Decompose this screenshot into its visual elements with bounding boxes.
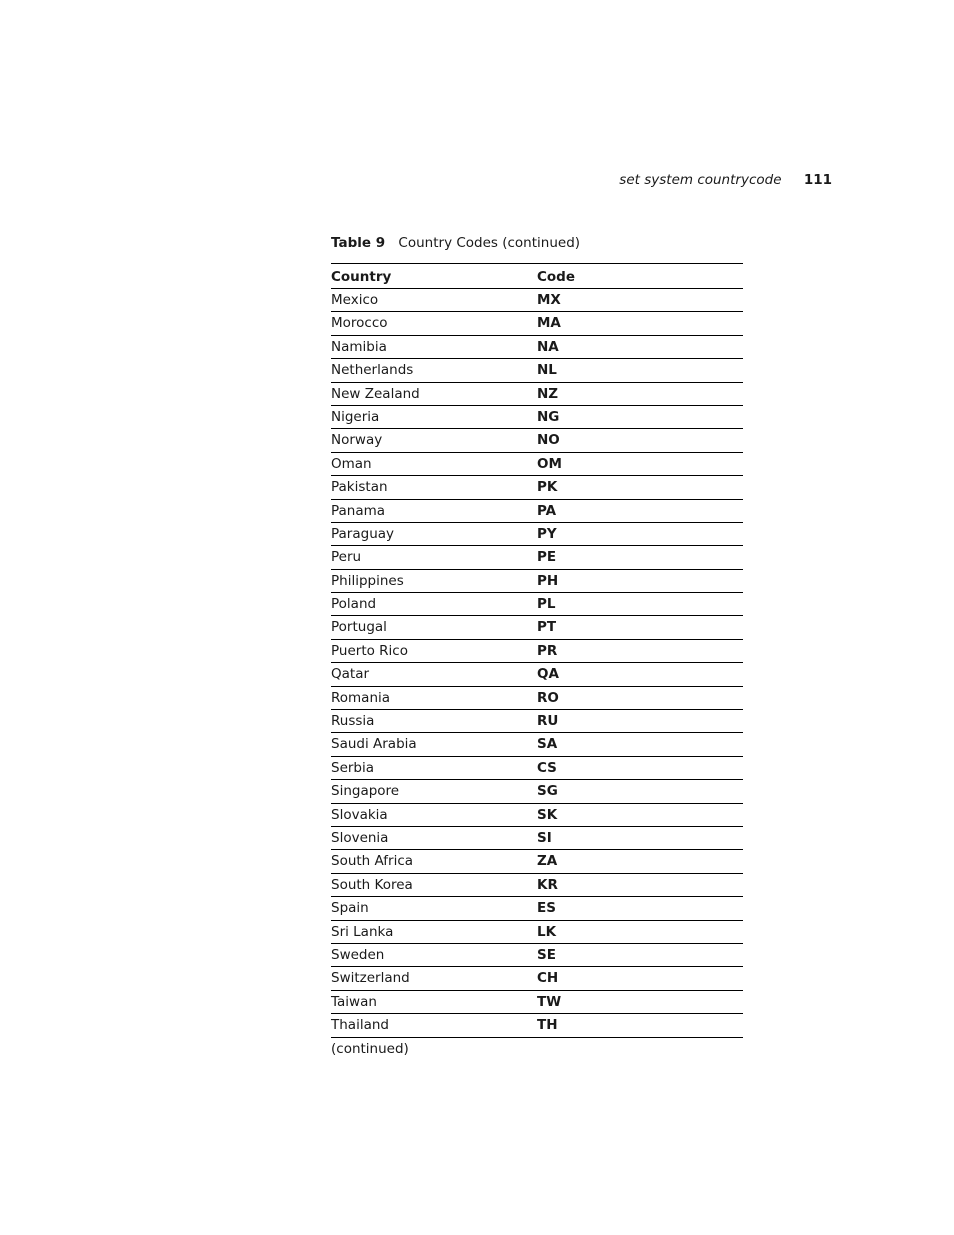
table-row bbox=[331, 289, 743, 312]
country-cell: Peru bbox=[331, 549, 362, 566]
code-cell: NA bbox=[537, 338, 559, 355]
table-row bbox=[331, 827, 743, 850]
code-cell: RU bbox=[537, 713, 559, 730]
table-row bbox=[331, 967, 743, 990]
section-title: set system countrycode bbox=[619, 172, 782, 188]
code-cell: SG bbox=[537, 783, 558, 800]
country-cell: Serbia bbox=[331, 759, 375, 776]
country-cell: Pakistan bbox=[331, 479, 388, 496]
code-cell: PT bbox=[537, 619, 557, 636]
country-cell: Poland bbox=[331, 596, 377, 613]
table-row bbox=[331, 640, 743, 663]
table-row bbox=[331, 616, 743, 639]
country-cell: Taiwan bbox=[331, 993, 377, 1010]
code-cell: CS bbox=[537, 759, 557, 776]
country-cell: Norway bbox=[331, 432, 383, 449]
table-row bbox=[331, 757, 743, 780]
table-row bbox=[331, 312, 743, 335]
country-cell: Sweden bbox=[331, 946, 385, 963]
code-cell: PL bbox=[537, 596, 556, 613]
code-cell: SI bbox=[537, 829, 552, 846]
code-cell: LK bbox=[537, 923, 557, 940]
code-cell: MA bbox=[537, 315, 561, 332]
table-row bbox=[331, 944, 743, 967]
table-row bbox=[331, 500, 743, 523]
country-cell: Paraguay bbox=[331, 525, 395, 542]
country-cell: Saudi Arabia bbox=[331, 736, 417, 753]
table-row bbox=[331, 1014, 743, 1037]
code-cell: TH bbox=[537, 1017, 558, 1034]
country-cell: Sri Lanka bbox=[331, 923, 394, 940]
country-codes-table bbox=[331, 234, 743, 1058]
table-row bbox=[331, 476, 743, 499]
column-header-code: Code bbox=[537, 269, 576, 285]
country-cell: Spain bbox=[331, 900, 369, 917]
code-cell: NO bbox=[537, 432, 560, 449]
country-cell: South Korea bbox=[331, 876, 413, 893]
table-row bbox=[331, 991, 743, 1014]
table-caption-text: Country Codes (continued) bbox=[398, 235, 581, 251]
code-cell: PR bbox=[537, 642, 558, 659]
table-header-row bbox=[331, 264, 743, 289]
country-cell: Panama bbox=[331, 502, 386, 519]
country-cell: Thailand bbox=[331, 1017, 389, 1034]
code-cell: NZ bbox=[537, 385, 559, 402]
table-row bbox=[331, 850, 743, 873]
code-cell: SK bbox=[537, 806, 558, 823]
country-cell: New Zealand bbox=[331, 385, 420, 402]
table-body bbox=[331, 289, 743, 1038]
table-row bbox=[331, 546, 743, 569]
code-cell: RO bbox=[537, 689, 559, 706]
table-row bbox=[331, 359, 743, 382]
country-cell: Russia bbox=[331, 713, 375, 730]
table-row bbox=[331, 453, 743, 476]
code-cell: NG bbox=[537, 408, 560, 425]
country-cell: Morocco bbox=[331, 315, 388, 332]
table-row bbox=[331, 593, 743, 616]
country-cell: Oman bbox=[331, 455, 372, 472]
table-row bbox=[331, 874, 743, 897]
code-cell: NL bbox=[537, 362, 557, 379]
table-caption-label: Table 9 bbox=[331, 235, 386, 251]
code-cell: OM bbox=[537, 455, 562, 472]
code-cell: PK bbox=[537, 479, 558, 496]
running-header bbox=[619, 171, 832, 189]
code-cell: CH bbox=[537, 970, 559, 987]
table-row bbox=[331, 523, 743, 546]
table-row bbox=[331, 710, 743, 733]
table-caption bbox=[331, 234, 743, 252]
country-cell: Singapore bbox=[331, 783, 400, 800]
table-row bbox=[331, 733, 743, 756]
code-cell: SE bbox=[537, 946, 556, 963]
country-cell: Slovenia bbox=[331, 829, 389, 846]
country-cell: Philippines bbox=[331, 572, 404, 589]
table-row bbox=[331, 897, 743, 920]
table-row bbox=[331, 921, 743, 944]
table-row bbox=[331, 429, 743, 452]
code-cell: TW bbox=[537, 993, 562, 1010]
country-cell: Qatar bbox=[331, 666, 370, 683]
table-row bbox=[331, 383, 743, 406]
code-cell: PH bbox=[537, 572, 559, 589]
table-row bbox=[331, 804, 743, 827]
column-header-country: Country bbox=[331, 269, 392, 285]
code-cell: KR bbox=[537, 876, 558, 893]
code-cell: MX bbox=[537, 292, 561, 308]
code-cell: ZA bbox=[537, 853, 558, 870]
country-cell: Mexico bbox=[331, 292, 379, 308]
country-cell: Romania bbox=[331, 689, 391, 706]
table-row bbox=[331, 663, 743, 686]
code-cell: SA bbox=[537, 736, 558, 753]
country-cell: Nigeria bbox=[331, 408, 380, 425]
country-cell: Portugal bbox=[331, 619, 387, 636]
table-row bbox=[331, 780, 743, 803]
table-row bbox=[331, 406, 743, 429]
table-row bbox=[331, 687, 743, 710]
code-cell: ES bbox=[537, 900, 556, 917]
country-cell: Puerto Rico bbox=[331, 642, 408, 659]
table-row bbox=[331, 570, 743, 593]
country-cell: Netherlands bbox=[331, 362, 414, 379]
code-cell: QA bbox=[537, 666, 559, 683]
code-cell: PA bbox=[537, 502, 557, 519]
code-cell: PY bbox=[537, 525, 557, 542]
table-row bbox=[331, 336, 743, 359]
code-cell: PE bbox=[537, 549, 557, 566]
country-cell: Slovakia bbox=[331, 806, 388, 823]
table-footnote: (continued) bbox=[331, 1040, 409, 1057]
country-cell: Namibia bbox=[331, 338, 387, 355]
country-cell: Switzerland bbox=[331, 970, 410, 987]
country-cell: South Africa bbox=[331, 853, 414, 870]
page-number: 111 bbox=[803, 172, 832, 188]
